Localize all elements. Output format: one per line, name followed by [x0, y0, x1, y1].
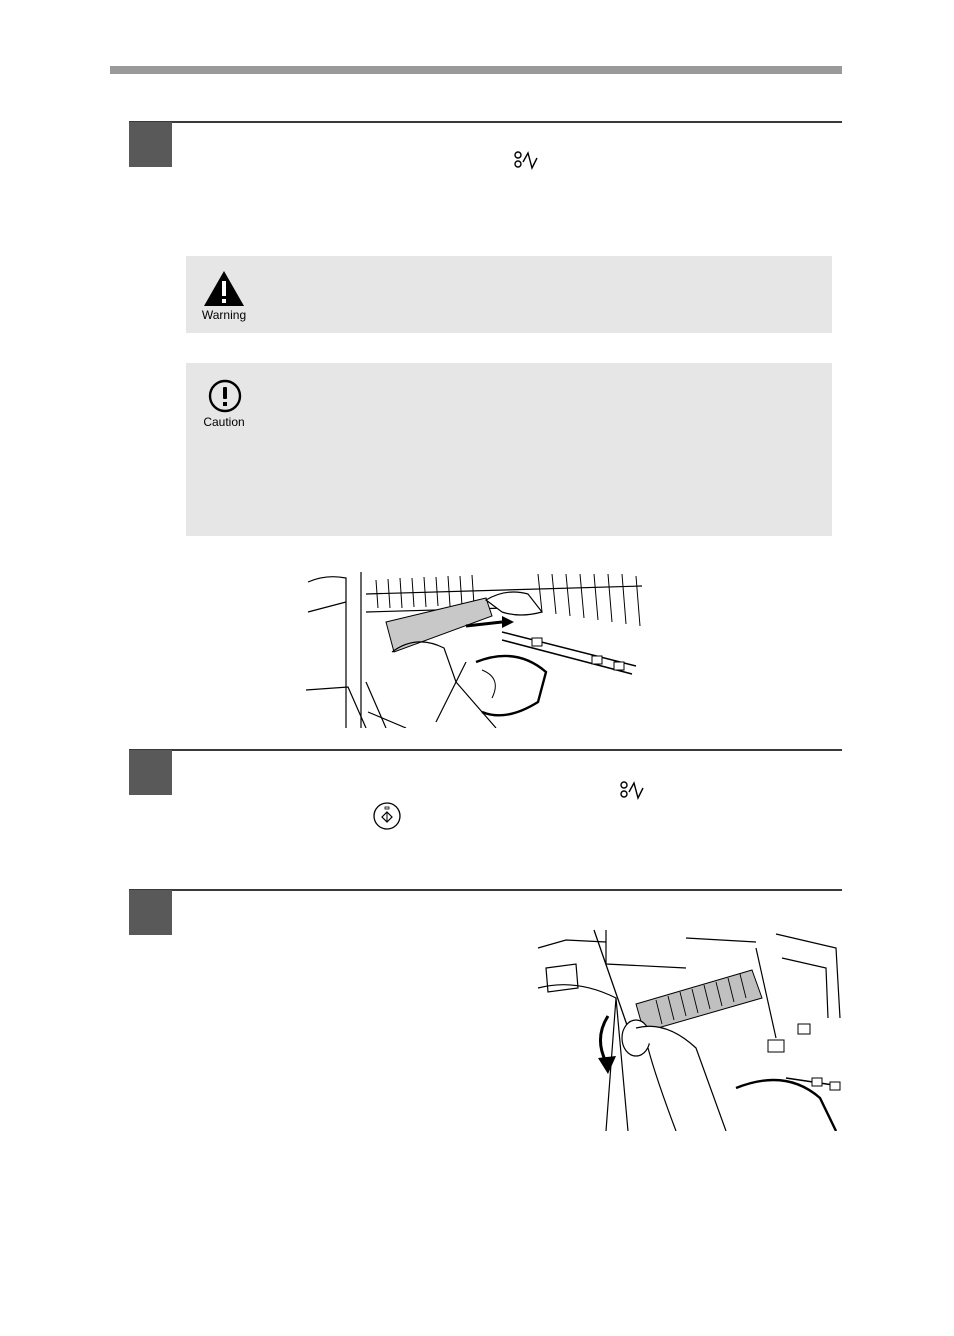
- warning-label: Warning: [201, 308, 247, 322]
- warning-triangle-icon: [202, 269, 246, 309]
- step-2-marker: [129, 750, 172, 795]
- caution-circle-icon: [208, 379, 242, 413]
- header-bar: [110, 66, 842, 74]
- step-2-rule: [129, 749, 842, 751]
- step-1-rule: [129, 121, 842, 123]
- caution-note: [186, 363, 832, 536]
- caution-label: Caution: [203, 415, 245, 429]
- step-1-marker: [129, 122, 172, 167]
- paper-removal-illustration: [306, 572, 644, 728]
- step-3-rule: [129, 889, 842, 891]
- warning-note: [186, 256, 832, 333]
- step-3-marker: [129, 890, 172, 935]
- misfeed-indicator-icon: [513, 150, 539, 170]
- misfeed-indicator-icon: [619, 780, 645, 800]
- roller-knob-illustration: [536, 928, 842, 1131]
- start-key-icon: [371, 801, 403, 831]
